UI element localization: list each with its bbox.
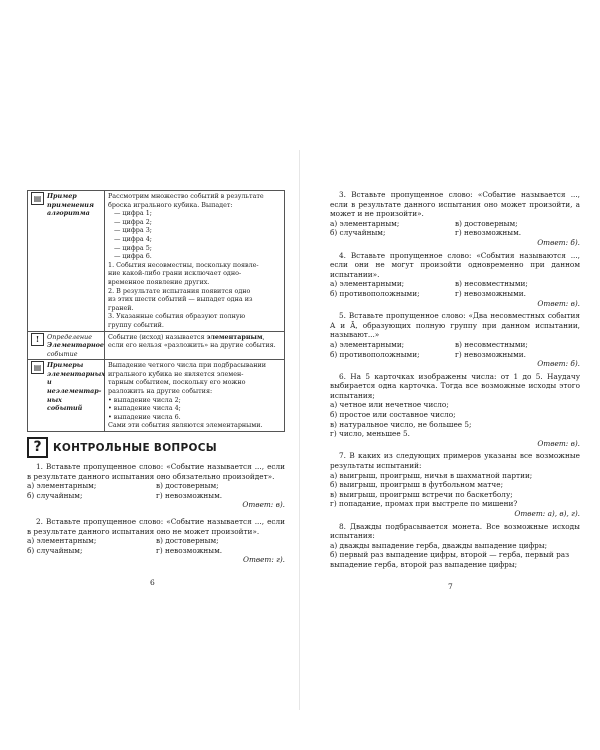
answer: Ответ: в).	[242, 500, 285, 510]
table-row	[28, 360, 285, 432]
question-text: 5. Вставьте пропущенное слово: «Два несовместных события A и Ā, образующих полную группу при данном испытании, называют...»	[330, 311, 580, 340]
table-row	[28, 331, 285, 360]
question-text: 2. Вставьте пропущенное слово: «Событие называется ..., если в результате данного испытания оно не может произойти».	[27, 516, 285, 536]
list-item: в) натуральное число, не большее 5;	[330, 419, 472, 429]
question-text: 4. Вставьте пропущенное слово: «События называются ..., если они не могут произойти одновременно при данном испытании».	[330, 250, 580, 279]
options: а) элементарным; в) достоверным; б) случайным; г) невозможным.	[27, 481, 223, 500]
options: а) элементарными; в) несовместными; б) противоположными; г) невозможными.	[330, 339, 528, 359]
exclamation-icon: !	[31, 333, 44, 346]
list-item: в) выигрыш, проигрыш встречи по баскетболу;	[330, 489, 513, 499]
examples-text: Выпадение четного числа при подбрасывании игрального кубика не является элемен- тарным событием, поскольку его можно разложить на другие события: • выпадение числа 2; • выпадение числа 4; • выпадение числа 6. Сами эти события являются элементарными.	[105, 360, 285, 432]
book-icon: ▤	[31, 192, 44, 205]
example-text: Рассмотрим множество событий в результате броска игрального кубика. Выпадет: — цифра 1; — цифра 2; — цифра 3; — цифра 4; — цифра 5; — цифра 6. 1. События несовместны, поскольку появле- ние какой-либо грани исключает одно- временное появление других. 2. В результате испытания появится одно из этих шести событий — выпадет одна из граней. 3. Указанные события образуют полную группу событий.	[105, 191, 285, 332]
list-item: а) дважды выпадение герба, дважды выпадение цифры;	[330, 540, 548, 550]
definition-text: Событие (исход) называется элементарным, если его нельзя «разложить» на другие события.	[105, 331, 285, 360]
question-text: 6. На 5 карточках изображены числа: от 1 до 5. Наудачу выбирается одна карточка. Тогда все возможные исходы этого испытания;	[330, 371, 580, 400]
table-row	[28, 191, 285, 332]
question-text: 1. Вставьте пропущенное слово: «Событие называется ..., если в результате данного испытания оно обязательно произойдет».	[27, 462, 285, 481]
list-item: а) четное или нечетное число;	[330, 400, 449, 410]
list-item: б) простое или составное число;	[330, 410, 456, 420]
list-item: б) первый раз выпадение цифры, второй — герба, первый раз выпадение герба, второй раз выпадение цифры;	[330, 550, 570, 569]
question-text: 8. Дважды подбрасывается монета. Все возможные исходы испытания:	[330, 521, 580, 541]
question-icon: ?	[27, 437, 48, 458]
answer: Ответ: а), в), г).	[514, 509, 580, 518]
right-questions	[330, 190, 580, 570]
examples-label: ▤ Примеры элементарных и неэлементар- ных событий	[28, 360, 105, 432]
example-label: ▤ Пример применения алгоритма	[28, 191, 105, 332]
answer: Ответ: г).	[242, 555, 285, 565]
options: а) элементарными; в) несовместными; б) противоположными; г) невозможными.	[330, 279, 528, 298]
options: а) элементарным; в) достоверным; б) случайным; г) невозможным.	[27, 536, 223, 555]
section-heading	[27, 437, 217, 457]
page-number: 7	[448, 582, 453, 591]
answer: Ответ: в).	[537, 298, 580, 308]
section-title: КОНТРОЛЬНЫЕ ВОПРОСЫ	[53, 441, 217, 454]
book-icon: ▤	[31, 361, 44, 374]
options: а) элементарным; в) достоверным; б) случайным; г) невозможным.	[330, 218, 522, 238]
list-item: г) число, меньшее 5.	[330, 429, 410, 439]
algorithm-table	[27, 190, 285, 432]
right-page	[300, 0, 600, 750]
answer: Ответ: в).	[537, 438, 580, 448]
definition-label: ! Определение Элементарное событие	[28, 331, 105, 360]
list-item: г) попадание, промах при выстреле по мишени?	[330, 499, 518, 509]
list-item: б) выигрыш, проигрыш в футбольном матче;	[330, 480, 504, 490]
answer: Ответ: б).	[537, 359, 580, 369]
list-item: а) выигрыш, проигрыш, ничья в шахматной партии;	[330, 470, 533, 480]
answer: Ответ: б).	[537, 237, 580, 247]
question-text: 7. В каких из следующих примеров указаны все возможные результаты испытаний:	[330, 451, 580, 471]
question-text: 3. Вставьте пропущенное слово: «Событие называется ..., если в результате данного испытания оно может произойти, а может и не произойти».	[330, 190, 580, 219]
left-questions	[27, 462, 285, 568]
page-number: 6	[150, 578, 155, 587]
